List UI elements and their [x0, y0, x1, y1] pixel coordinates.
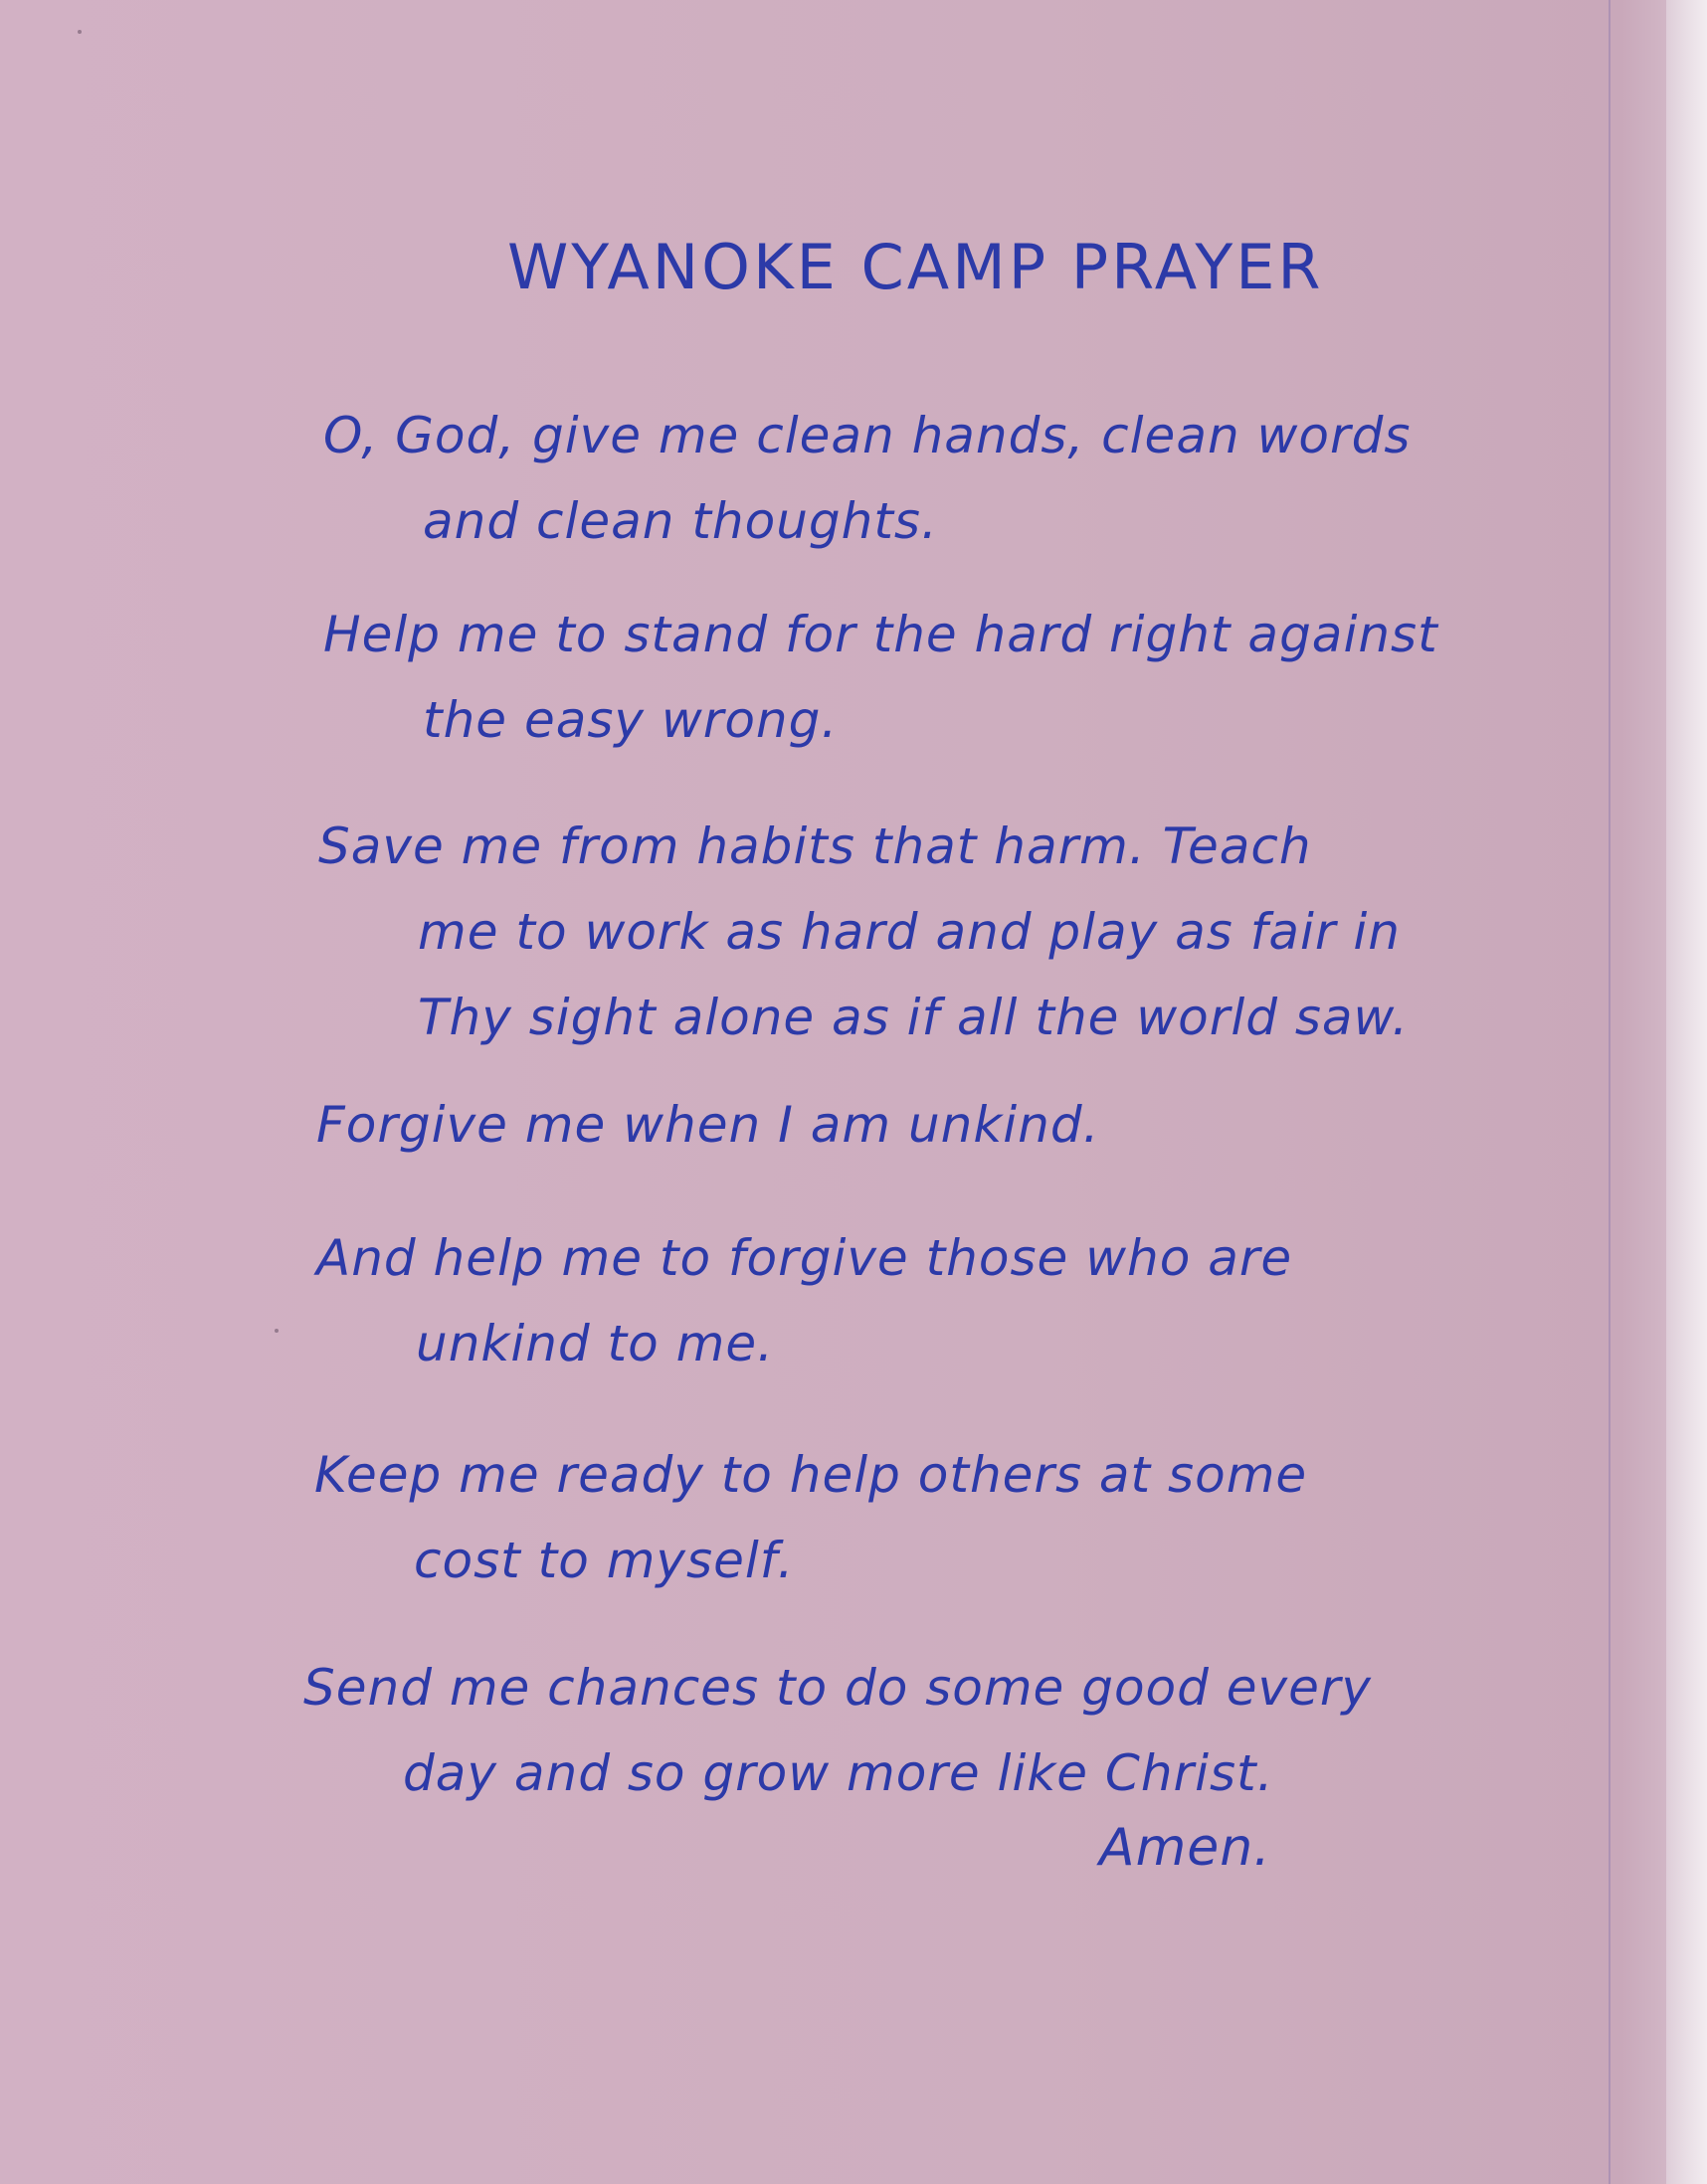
stanza-line: the easy wrong.	[423, 691, 839, 749]
stanza-line: and clean thoughts.	[423, 492, 938, 550]
stanza-line: Save me from habits that harm. Teach	[318, 818, 1312, 875]
prayer-stanza-1	[323, 393, 1411, 564]
stanza-line: Keep me ready to help others at some	[314, 1446, 1308, 1504]
stanza-line: unkind to me.	[416, 1315, 774, 1372]
fold-line	[1609, 0, 1611, 2184]
stanza-line: O, God, give me clean hands, clean words	[323, 407, 1412, 464]
stanza-line: And help me to forgive those who are	[316, 1229, 1293, 1287]
stanza-line: Help me to stand for the hard right against	[323, 606, 1438, 663]
prayer-stanza-2	[323, 592, 1438, 763]
prayer-stanza-7	[303, 1645, 1372, 1816]
stanza-line: cost to myself.	[414, 1532, 795, 1589]
stanza-line: Thy sight alone as if all the world saw.	[418, 989, 1410, 1046]
paper-edge	[1666, 0, 1707, 2184]
prayer-stanza-5	[316, 1215, 1292, 1386]
prayer-stanza-4	[316, 1082, 1100, 1168]
stanza-line: me to work as hard and play as fair in	[418, 903, 1401, 961]
closing-amen: Amen.	[1099, 1818, 1271, 1878]
stanza-line: Forgive me when I am unkind.	[316, 1096, 1100, 1154]
prayer-stanza-6	[314, 1432, 1307, 1603]
stanza-line: Send me chances to do some good every	[303, 1659, 1373, 1717]
page-title: WYANOKE CAMP PRAYER	[507, 231, 1324, 303]
stanza-line: day and so grow more like Christ.	[403, 1744, 1274, 1802]
prayer-stanza-3	[318, 804, 1409, 1060]
paper-speck	[78, 30, 82, 34]
paper-speck	[275, 1329, 279, 1333]
